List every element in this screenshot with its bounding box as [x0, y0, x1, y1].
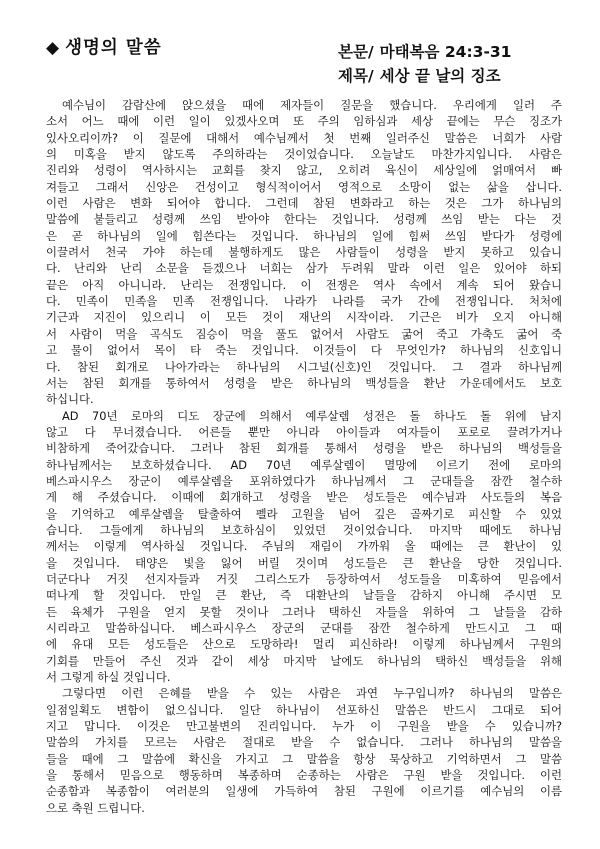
body-line: 이런 사람은 변화 되어야 합니다. 그런데 참된 변화라고 하는 것은 그가 하나님의	[46, 196, 562, 211]
body-line: 을 것입니다. 태양은 빛을 잃어 버릴 것이며 성도들은 큰 환난을 당한 것입니다.	[46, 555, 562, 570]
body-line: 시리라고 말씀하십니다. 베스파시우스 장군의 군대를 잠깐 철수하게 만드시고 그 때	[46, 621, 562, 635]
topic-label: 제목/	[338, 67, 374, 85]
body-line: 일점일획도 변함이 없으십니다. 일단 하나님이 선포하신 말씀은 반드시 그대로 되어	[46, 702, 562, 717]
body-line: 기근과 지진이 있으리니 이 모든 것이 재난의 시작이라. 기근은 비가 오지 아니해	[46, 310, 562, 325]
body-line: 서 그렇게 하실 것입니다.	[46, 670, 171, 685]
body-line: 진리와 성령이 역사하시는 교회를 찾지 않고, 오히려 육신이 세상일에 얽매여서 빠	[46, 163, 562, 178]
body-line: 말씀의 가치를 모르는 사람은 절대로 받을 수 없습니다. 그러나 하나님의 말씀을	[46, 735, 562, 750]
body-line: 있사오리이까? 이 질문에 대해서 예수님께서 첫 번째 일러주신 말씀은 너희가 사람	[46, 130, 562, 145]
scripture-ref: 마태복음 24:3-31	[379, 43, 512, 61]
body-line: 순종함과 복종함이 여러분의 일생에 가득하여 참된 구원에 이르기를 예수님의 이름	[46, 784, 562, 799]
body-line: 이끌려서 천국 가야 하는데 불행하게도 많은 사람들이 성령을 받지 못하고 있습니	[46, 245, 562, 260]
sermon-body	[46, 97, 562, 816]
body-line: 서는 참된 회개를 통하여서 성령을 받은 하나님의 백성들을 환난 가운데에서도 보호	[46, 375, 562, 390]
body-line: AD 70년 로마의 디도 장군에 의해서 예루살렘 성전은 돌 하나도 돌 위에 남지	[62, 408, 562, 423]
sermon-topic	[338, 64, 501, 86]
body-line: 으로 축원 드립니다.	[46, 800, 145, 815]
body-line: 을 기억하고 예루살렘을 탈출하여 펠라 고원을 넘어 깊은 골짜기로 피신할 수 있었	[46, 506, 562, 521]
body-line: 께서는 이렇게 역사하실 것입니다. 주님의 재림이 가까워 올 때에는 큰 환난이 있	[46, 539, 562, 554]
body-line: 다. 참된 회개로 나아가라는 하나님의 시그널(신호)인 것입니다. 그 결과 하나님께	[46, 359, 562, 374]
topic-text: 세상 끝 날의 징조	[379, 67, 501, 85]
body-line: 게 해 주셨습니다. 이때에 회개하고 성령을 받은 성도들은 예수님과 사도들의 복음	[46, 490, 562, 505]
body-line: 다. 민족이 민족을 민족 전쟁입니다. 나라가 나라를 국가 간에 전쟁입니다. 처처에	[46, 294, 562, 309]
body-line: 예수님이 감람산에 앉으셨을 때에 제자들이 질문을 했습니다. 우리에게 일러 주	[62, 98, 562, 112]
body-line: 습니다. 그들에게 하나님의 보호하심이 있었던 것이었습니다. 마지막 때에도 하나님	[46, 522, 562, 537]
body-line: 말씀에 붙들리고 성령께 쓰임 받아야 한다는 것입니다. 성령께 쓰임 받는 다는 것	[46, 212, 562, 227]
body-line: 끝은 아직 아니니라. 난리는 전쟁입니다. 이 전쟁은 역사 속에서 계속 되어 왔습니	[46, 277, 562, 292]
page-title	[46, 34, 162, 59]
body-line: 든 육체가 구원을 얻지 못할 것이나 그러나 택하신 자들을 위하여 그 날들을 감하	[46, 604, 562, 619]
body-line: 의 미혹을 받지 않도록 주의하라는 것이었습니다. 오늘날도 마찬가지입니다. 사람은	[46, 147, 562, 162]
body-line: 그렇다면 이런 은혜를 받을 수 있는 사람은 과연 누구입니까? 하나님의 말씀은	[62, 686, 562, 701]
body-line: 은 곧 하나님의 일에 힘쓴다는 것입니다. 하나님의 일에 힘써 쓰임 받다가 성령에	[46, 228, 562, 243]
diamond-bullet-icon: ◆	[46, 38, 61, 58]
body-line: 에 유대 모든 성도들은 산으로 도망하라! 멀리 피신하라! 이렇게 하나님께서 구원의	[46, 637, 562, 652]
body-line: 을 통해서 믿음으로 행동하며 복종하며 순종하는 사람은 구원 받을 것입니다. 이런	[46, 768, 562, 783]
body-line: 고 물이 없어서 목이 타 죽는 것입니다. 이것들이 다 무엇인가? 하나님의 신호입니	[46, 343, 562, 358]
body-line: 들을 때에 그 말씀에 확신을 가지고 그 말씀을 항상 묵상하고 기억하면서 그 말씀	[46, 751, 562, 766]
body-line: 져들고 그래서 신앙은 건성이고 형식적이어서 영적으로 소망이 없는 삶을 삽니다.	[46, 179, 562, 194]
scripture-reference	[338, 40, 511, 62]
body-line: 하십니다.	[46, 392, 94, 407]
body-line: 떠나게 할 것입니다. 만일 큰 환난, 즉 대환난의 날들을 감하지 아니해 주시면 모	[46, 588, 562, 603]
body-line: 지고 맙니다. 이것은 만고불변의 진리입니다. 누가 이 구원을 받을 수 있습니까?	[46, 719, 562, 734]
body-line: 서 사람이 먹을 곡식도 짐승이 먹을 풀도 없어서 사람도 굶어 죽고 가축도 굶어 죽	[46, 326, 562, 341]
body-line: 더군다나 거짓 선지자들과 거짓 그리스도가 등장하여서 성도들을 미혹하여 믿음에서	[46, 571, 562, 586]
page-title-text: 생명의 말씀	[65, 38, 162, 58]
body-line: 비참하게 죽어갔습니다. 그러나 참된 회개를 통해서 성령을 받은 하나님의 백성들을	[46, 441, 562, 456]
body-line: 베스파시우스 장군이 예루살렘을 포위하였다가 하나님께서 그 군대들을 잠깐 철수하	[46, 473, 562, 488]
scripture-label: 본문/	[338, 43, 374, 61]
body-line: 기회를 만들어 주신 것과 같이 세상 마지막 날에도 하나님의 택하신 백성들을 위해	[46, 653, 562, 668]
body-line: 소서 어느 때에 이런 일이 있겠사오며 또 주의 임하심과 세상 끝에는 무슨 징조가	[46, 114, 562, 129]
body-line: 않고 다 무너졌습니다. 어른들 뿐만 아니라 아이들과 여자들이 포로로 끌려가거나	[46, 424, 562, 439]
body-line: 다. 난리와 난리 소문을 듣겠으나 너희는 삼가 두려워 말라 이런 일은 있어야 하되	[46, 261, 562, 276]
body-line: 하나님께서는 보호하셨습니다. AD 70년 예루살렘이 멸망에 이르기 전에 로마의	[46, 457, 562, 472]
